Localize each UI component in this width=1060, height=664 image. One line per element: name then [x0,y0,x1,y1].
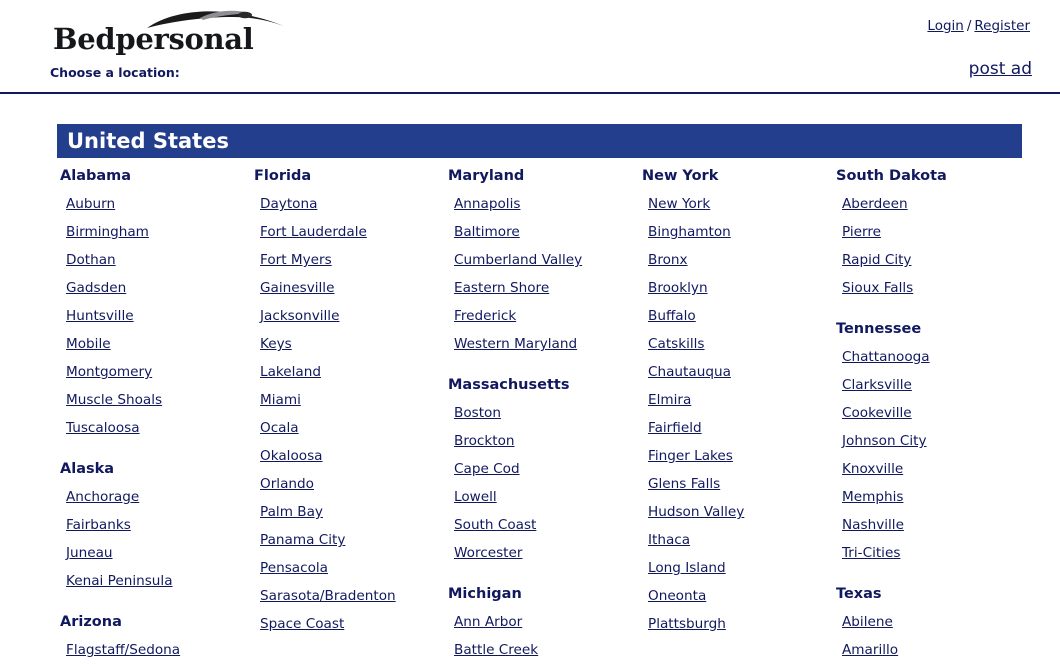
city-link[interactable]: Panama City [260,532,346,548]
logo-wordmark: Bedpersonal [53,22,254,56]
city-link[interactable]: New York [648,196,711,212]
city-link[interactable]: Keys [260,336,292,352]
city-link[interactable]: Cape Cod [454,461,520,477]
city-link[interactable]: Buffalo [648,308,696,324]
city-link[interactable]: Binghamton [648,224,731,240]
city-link[interactable]: Brooklyn [648,280,708,296]
city-link[interactable]: Western Maryland [454,336,578,352]
city-link[interactable]: Lowell [454,489,497,505]
location-column [634,166,828,664]
location-column [246,166,440,664]
state-heading: Massachusetts [448,377,570,393]
login-link[interactable]: Login [927,18,964,34]
city-link[interactable]: Rapid City [842,252,912,268]
city-link[interactable]: Orlando [260,476,314,492]
city-link[interactable]: Abilene [842,614,893,630]
city-link[interactable]: Mobile [66,336,111,352]
register-link[interactable]: Register [974,18,1030,34]
city-link[interactable]: Miami [260,392,301,408]
city-link[interactable]: Aberdeen [842,196,908,212]
city-link[interactable]: Amarillo [842,642,899,658]
city-link[interactable]: Finger Lakes [648,448,733,464]
city-link[interactable]: Chautauqua [648,364,731,380]
city-link[interactable]: Ocala [260,420,299,436]
state-heading: Tennessee [836,321,922,337]
site-logo[interactable] [50,8,310,56]
city-link[interactable]: Boston [454,405,501,421]
state-heading: Maryland [448,168,525,184]
city-link[interactable]: Okaloosa [260,448,323,464]
state-heading: Michigan [448,586,522,602]
city-link[interactable]: Auburn [66,196,116,212]
city-link[interactable]: Eastern Shore [454,280,550,296]
city-link[interactable]: Tuscaloosa [66,420,140,436]
city-link[interactable]: Muscle Shoals [66,392,163,408]
city-link[interactable]: Huntsville [66,308,134,324]
city-link[interactable]: South Coast [454,517,537,533]
city-link[interactable]: Glens Falls [648,476,721,492]
city-link[interactable]: Johnson City [842,433,927,449]
city-link[interactable]: Knoxville [842,461,904,477]
city-link[interactable]: Long Island [648,560,726,576]
city-link[interactable]: Palm Bay [260,504,323,520]
auth-separator: / [966,18,972,34]
location-column [52,166,246,664]
city-link[interactable]: Tri-Cities [842,545,901,561]
city-link[interactable]: Brockton [454,433,515,449]
city-link[interactable]: Chattanooga [842,349,930,365]
city-link[interactable]: Montgomery [66,364,153,380]
locations-columns [52,166,1052,664]
state-heading: Arizona [60,614,122,630]
post-ad-link[interactable]: post ad [968,59,1032,79]
city-link[interactable]: Battle Creek [454,642,539,658]
city-link[interactable]: Worcester [454,545,523,561]
city-link[interactable]: Ithaca [648,532,691,548]
city-link[interactable]: Nashville [842,517,904,533]
state-heading: Florida [254,168,312,184]
city-link[interactable]: Daytona [260,196,318,212]
choose-location-label: Choose a location: [50,65,180,80]
city-link[interactable]: Oneonta [648,588,707,604]
state-heading: Texas [836,586,882,602]
city-link[interactable]: Space Coast [260,616,345,632]
city-link[interactable]: Fairbanks [66,517,131,533]
city-link[interactable]: Hudson Valley [648,504,745,520]
city-link[interactable]: Baltimore [454,224,520,240]
city-link[interactable]: Clarksville [842,377,912,393]
city-link[interactable]: Anchorage [66,489,140,505]
site-header [0,0,1060,62]
city-link[interactable]: Cookeville [842,405,912,421]
state-heading: South Dakota [836,168,947,184]
region-banner: United States [57,124,1022,158]
city-link[interactable]: Plattsburgh [648,616,726,632]
state-heading: Alaska [60,461,115,477]
city-link[interactable]: Gadsden [66,280,127,296]
city-link[interactable]: Birmingham [66,224,149,240]
city-link[interactable]: Cumberland Valley [454,252,583,268]
city-link[interactable]: Jacksonville [260,308,340,324]
location-column [440,166,634,664]
city-link[interactable]: Fort Lauderdale [260,224,367,240]
city-link[interactable]: Elmira [648,392,692,408]
city-link[interactable]: Dothan [66,252,116,268]
state-heading: Alabama [60,168,132,184]
city-link[interactable]: Annapolis [454,196,521,212]
city-link[interactable]: Memphis [842,489,904,505]
city-link[interactable]: Kenai Peninsula [66,573,173,589]
location-toolbar [0,59,1060,94]
city-link[interactable]: Flagstaff/Sedona [66,642,181,658]
city-link[interactable]: Sarasota/Bradenton [260,588,396,604]
city-link[interactable]: Juneau [66,545,113,561]
city-link[interactable]: Fort Myers [260,252,332,268]
city-link[interactable]: Ann Arbor [454,614,523,630]
city-link[interactable]: Lakeland [260,364,322,380]
city-link[interactable]: Bronx [648,252,688,268]
city-link[interactable]: Sioux Falls [842,280,914,296]
city-link[interactable]: Pierre [842,224,882,240]
auth-links [927,18,1030,34]
city-link[interactable]: Frederick [454,308,517,324]
state-heading: New York [642,168,719,184]
location-column [828,166,1022,664]
city-link[interactable]: Catskills [648,336,705,352]
city-link[interactable]: Pensacola [260,560,329,576]
city-link[interactable]: Gainesville [260,280,335,296]
city-link[interactable]: Fairfield [648,420,702,436]
